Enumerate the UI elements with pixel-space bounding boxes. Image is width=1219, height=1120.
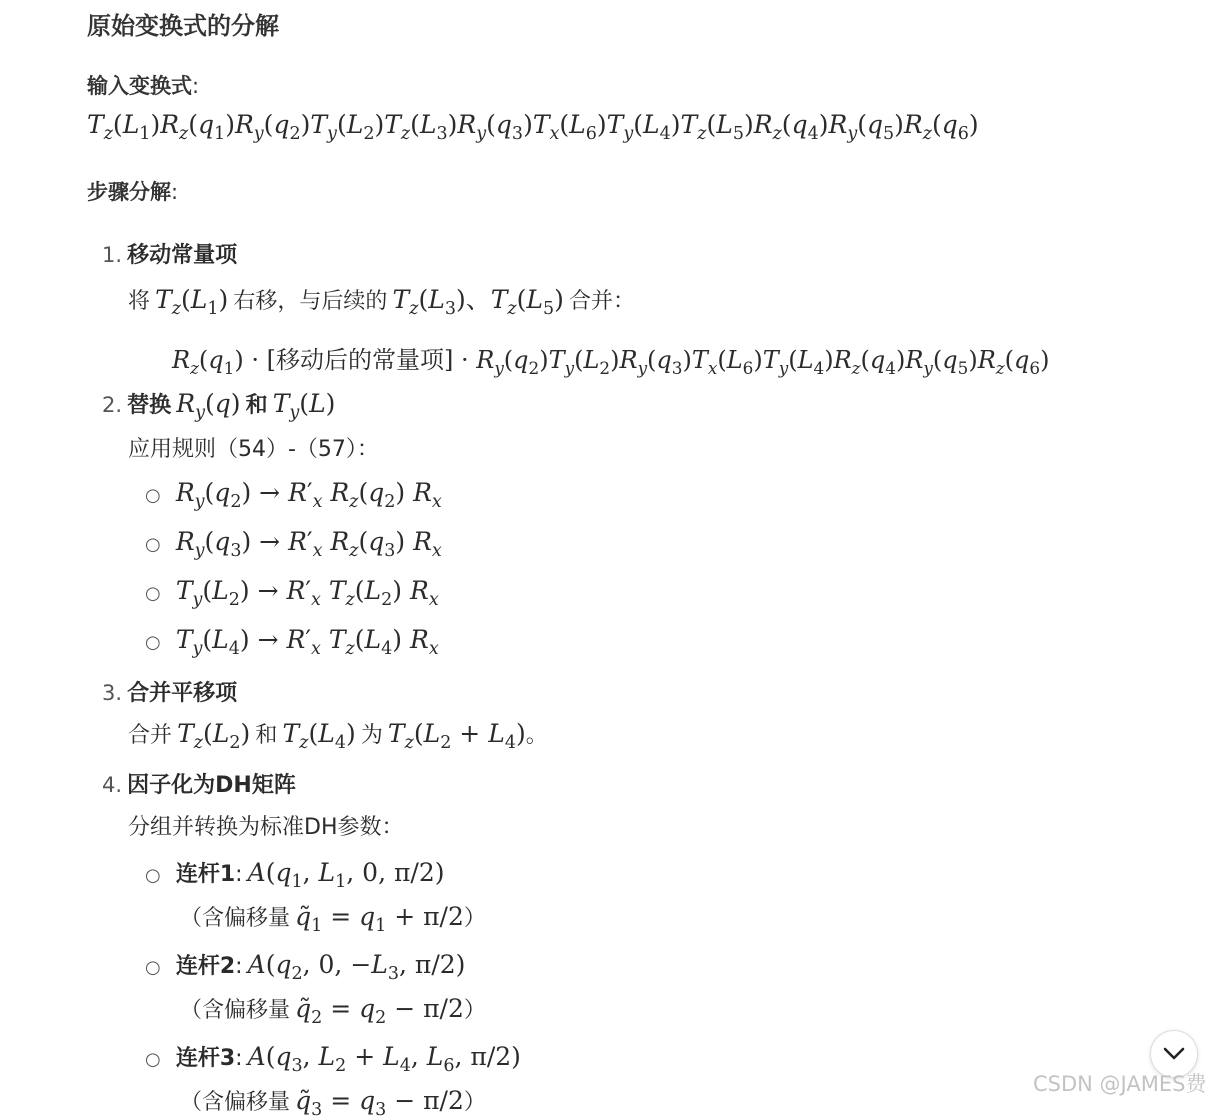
math-inline: $T_z(L_4)$: [282, 719, 356, 753]
dh-intro: 分组并转换为标准DH参数：: [128, 815, 404, 840]
steps-label: [87, 176, 178, 206]
link-offset: [180, 1085, 486, 1120]
link-name: 连杆2: [175, 954, 236, 979]
step-4-header: [102, 768, 296, 799]
text: 为: [360, 723, 383, 748]
step-1-line: [128, 280, 635, 319]
text: （含偏移量: [180, 998, 291, 1023]
bullet-icon: ○: [145, 957, 161, 978]
text: 合并: [128, 723, 173, 748]
text: （含偏移量: [180, 1090, 291, 1115]
text: 将: [128, 289, 151, 314]
substitution-item: [145, 576, 439, 610]
text: ）: [463, 1090, 486, 1115]
math-inline: $A(q_3$, $L_2 + L_4$, $L_6$, π/2): [247, 1042, 521, 1076]
input-label: [87, 70, 199, 100]
math-inline: $T_y(L)$: [272, 389, 336, 423]
link-item: [145, 949, 465, 984]
math-part: $R_z(q_1)$ · [: [172, 346, 276, 378]
link-offset: [180, 901, 486, 936]
link-name: 连杆1: [175, 862, 236, 887]
substitution-item: [145, 625, 439, 659]
step-title: 替换: [127, 393, 172, 418]
step-number: 3.: [102, 681, 123, 705]
bullet-icon: ○: [145, 865, 161, 886]
colon: :: [235, 1046, 243, 1071]
math-inline: $q_1 = q_1 + \pi/2$: [295, 902, 464, 936]
math-inline: $A(q_2$, 0, $-L_3$, π/2): [247, 950, 466, 984]
math-inline: $T_y(L_2) \to R'_x$ $T_z(L_2)$ $R_x$: [175, 576, 439, 610]
math-inline: $T_z(L_2)$: [177, 719, 251, 753]
math-inline: $A(q_1$, $L_1$, 0, π/2): [247, 858, 445, 892]
math-inline: $q_3 = q_3 - \pi/2$: [295, 1086, 464, 1120]
math-inline: $T_z(L_3)$、$T_z(L_5)$: [392, 285, 564, 319]
math-inline: $T_y(L_4) \to R'_x$ $T_z(L_4)$ $R_x$: [175, 625, 439, 659]
text: 。: [525, 723, 548, 748]
page-title: 原始变换式的分解: [87, 12, 279, 40]
step-1-header: [102, 238, 237, 269]
math-inline: $R_y(q_3) \to R'_x$ $R_z(q_3)$ $R_x$: [175, 527, 442, 561]
step-number: 1.: [102, 243, 123, 267]
text: ）: [463, 998, 486, 1023]
colon: :: [235, 862, 243, 887]
watermark: CSDN @JAMES费: [1033, 1072, 1207, 1096]
colon: :: [192, 74, 200, 98]
step-title: 合并平移项: [127, 681, 238, 706]
step-title: 移动常量项: [127, 243, 238, 268]
bullet-icon: ○: [145, 583, 161, 604]
text: 和: [255, 723, 278, 748]
step-3-header: [102, 676, 237, 707]
input-formula: $T_z(L_1)R_z(q_1)R_y(q_2)T_y(L_2)T_z(L_3)R_y(q_3)T_x(L_6)T_y(L_4)T_z(L_5)R_z(q_4)R_y(q_5)R_z(q_6)$: [87, 110, 979, 144]
text: 合并：: [569, 289, 636, 314]
math-inline: $T_z(L_2 + L_4)$: [387, 719, 526, 753]
link-item: [145, 1041, 521, 1076]
bullet-icon: ○: [145, 1049, 161, 1070]
bullet-icon: ○: [145, 632, 161, 653]
bullet-icon: ○: [145, 534, 161, 555]
input-label-text: 输入变换式: [87, 74, 192, 98]
substitution-item: [145, 527, 442, 561]
text: （含偏移量: [180, 906, 291, 931]
link-name: 连杆3: [175, 1046, 236, 1071]
math-part: ] · $R_y(q_2)T_y(L_2)R_y(q_3)T_x(L_6)T_y(L_4)R_z(q_4)R_y(q_5)R_z(q_6)$: [443, 346, 1050, 378]
math-inline: $R_y(q_2) \to R'_x$ $R_z(q_2)$ $R_x$: [175, 478, 442, 512]
step-number: 4.: [102, 773, 123, 797]
colon: :: [171, 180, 179, 204]
math-text-part: 移动后的常量项: [275, 346, 444, 374]
step-number: 2.: [102, 393, 123, 417]
chevron-down-icon: [1163, 1047, 1185, 1061]
text: 右移，与后续的: [233, 289, 388, 314]
substitution-item: [145, 478, 442, 512]
colon: :: [235, 954, 243, 979]
bullet-icon: ○: [145, 485, 161, 506]
math-inline: $q_2 = q_2 - \pi/2$: [295, 994, 464, 1028]
step-2-header: [102, 388, 335, 423]
step-title: 因子化为DH矩阵: [127, 773, 296, 798]
link-offset: [180, 993, 486, 1028]
text: 和: [245, 393, 268, 418]
math-inline: $R_y(q)$: [176, 389, 241, 423]
math-inline: $T_z(L_1)$: [155, 285, 229, 319]
rule-text: 应用规则（54）-（57）：: [128, 437, 379, 462]
link-item: [145, 857, 445, 892]
step-3-line: [128, 718, 548, 753]
step-1-display-formula: [172, 340, 1049, 378]
text: ）: [463, 906, 486, 931]
steps-label-text: 步骤分解: [87, 180, 171, 204]
